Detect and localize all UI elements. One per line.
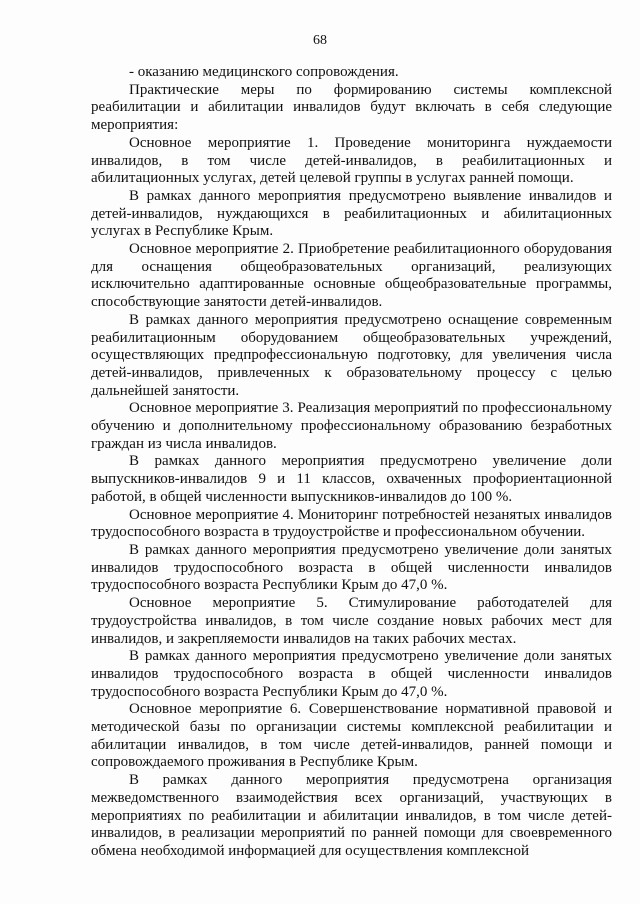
paragraph: Основное мероприятие 3. Реализация мероприятий по профессиональному обучению и дополнительному профессиональному образованию безработных граждан из числа инвалидов.	[91, 400, 612, 452]
paragraph: Основное мероприятие 5. Стимулирование работодателей для трудоустройства инвалидов, в том числе создание новых рабочих мест для инвалидов, и закрепляемости инвалидов на таких рабочих местах.	[91, 595, 612, 647]
paragraph: - оказанию медицинского сопровождения.	[129, 64, 399, 80]
paragraph: В рамках данного мероприятия предусмотрено увеличение доли выпускников-инвалидов 9 и 11 классов, охваченных профориентационной работой, в общей численности выпускников-инвалидов до 100 %.	[91, 453, 612, 505]
paragraph: Основное мероприятие 6. Совершенствование нормативной правовой и методической базы по организации системы комплексной реабилитации и абилитации инвалидов, в том числе детей-инвалидов, ранней помощи и сопровождаемого проживания в Республике Крым.	[91, 701, 612, 771]
paragraph: Основное мероприятие 2. Приобретение реабилитационного оборудования для оснащения общеобразовательных организаций, реализующих исключительно адаптированные основные общеобразовательные программы, способствующие занятости детей-инвалидов.	[91, 241, 612, 311]
paragraph: В рамках данного мероприятия предусмотрено выявление инвалидов и детей-инвалидов, нуждающихся в реабилитационных и абилитационных услугах в Республике Крым.	[91, 187, 612, 240]
paragraph: В рамках данного мероприятия предусмотрено оснащение современным реабилитационным оборудованием общеобразовательных учреждений, осуществляющих предпрофессиональную подготовку, для увеличения числа детей-инвалидов, привлеченных к образовательному процессу с целью дальнейшей занятости.	[91, 311, 612, 399]
paragraph: В рамках данного мероприятия предусмотрено увеличение доли занятых инвалидов трудоспособного возраста в общей численности инвалидов трудоспособного возраста Республики Крым до 47,0 %.	[91, 648, 612, 700]
page-number: 68	[313, 33, 327, 48]
paragraph: Практические меры по формированию системы комплексной реабилитации и абилитации инвалидов будут включать в себя следующие мероприятия:	[91, 81, 612, 134]
paragraph: В рамках данного мероприятия предусмотрена организация межведомственного взаимодействия всех организаций, участвующих в мероприятиях по реабилитации и абилитации инвалидов, в том числе детей-инвалидов, в реализации мероприятий по ранней помощи для своевременного обмена необходимой информацией для осуществления комплексной	[91, 772, 612, 859]
document-body	[91, 64, 612, 861]
paragraph: Основное мероприятие 4. Мониторинг потребностей незанятых инвалидов трудоспособного возраста в трудоустройстве и профессиональном обучении.	[91, 506, 612, 541]
paragraph: В рамках данного мероприятия предусмотрено увеличение доли занятых инвалидов трудоспособного возраста в общей численности инвалидов трудоспособного возраста Республики Крым до 47,0 %.	[91, 541, 612, 594]
paragraph: Основное мероприятие 1. Проведение мониторинга нуждаемости инвалидов, в том числе детей-инвалидов, в реабилитационных и абилитационных услугах, детей целевой группы в услугах ранней помощи.	[91, 134, 612, 187]
